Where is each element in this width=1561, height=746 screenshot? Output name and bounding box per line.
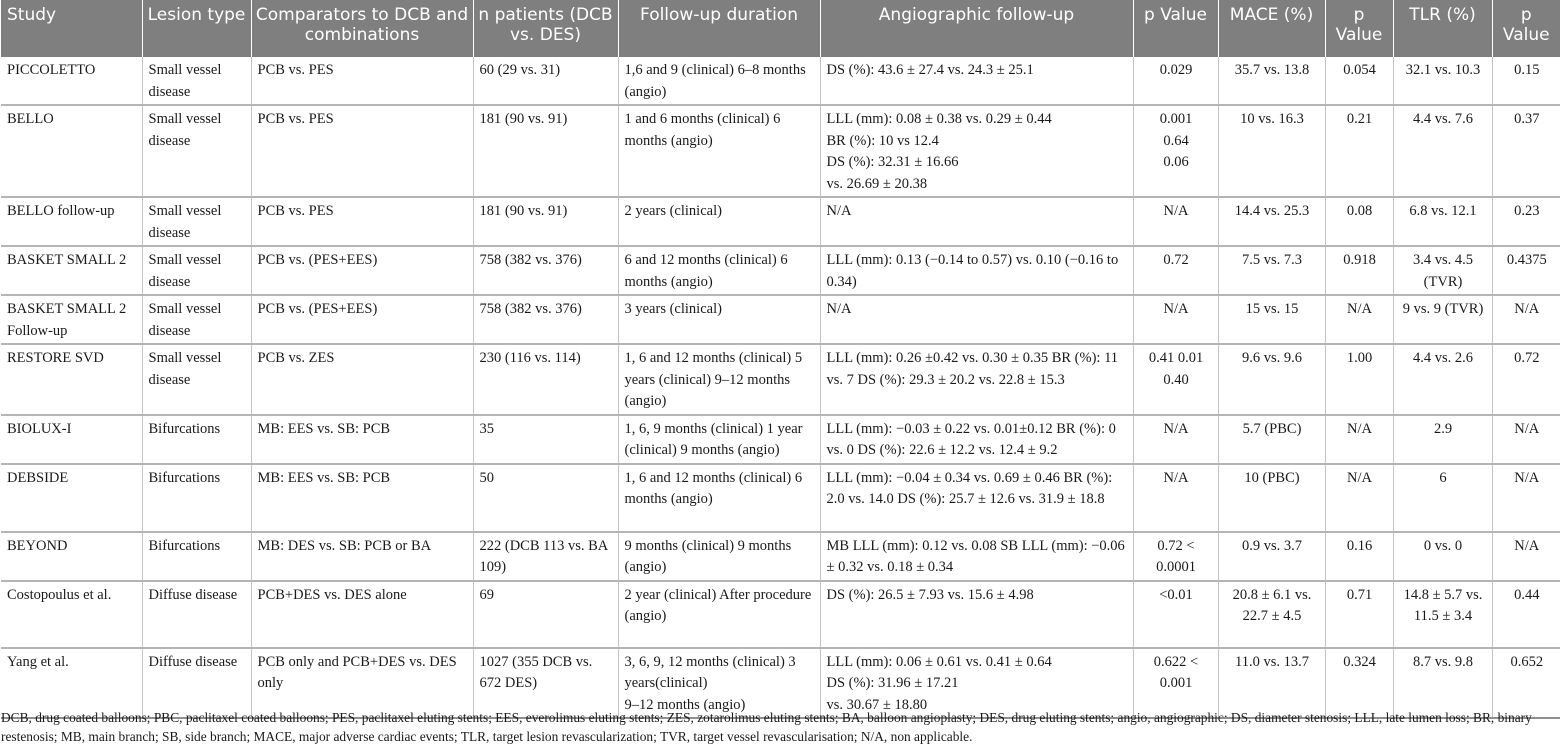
follow-up-duration: 6 and 12 months (clinical) 6 months (angio) bbox=[618, 246, 820, 295]
p-value-tlr: 0.4375 bbox=[1492, 246, 1560, 295]
p-value-mace: 0.918 bbox=[1325, 246, 1393, 295]
lesion-type: Bifurcations bbox=[142, 464, 251, 532]
angiographic-follow-up-line: vs. 26.69 ± 20.38 bbox=[826, 175, 928, 192]
p-value-mace: 0.71 bbox=[1325, 581, 1393, 648]
angiographic-follow-up bbox=[820, 532, 1133, 581]
table-row bbox=[1, 246, 1560, 295]
p-value-angio-line: N/A bbox=[1163, 301, 1189, 317]
n-patients: 230 (116 vs. 114) bbox=[473, 344, 618, 415]
comparators: PCB vs. PES bbox=[251, 105, 473, 197]
tlr-value: 6 bbox=[1393, 464, 1492, 532]
p-value-mace: 0.324 bbox=[1325, 648, 1393, 719]
header-study: Study bbox=[1, 0, 142, 57]
angiographic-follow-up bbox=[820, 57, 1133, 105]
lesion-type: Diffuse disease bbox=[142, 648, 251, 719]
lesion-type: Bifurcations bbox=[142, 532, 251, 581]
angiographic-follow-up-line: LLL (mm): 0.08 ± 0.38 vs. 0.29 ± 0.44 bbox=[826, 111, 1052, 127]
follow-up-duration: 1 and 6 months (clinical) 6 months (angio) bbox=[618, 105, 820, 197]
study-name: DEBSIDE bbox=[1, 464, 142, 532]
p-value-mace: 0.08 bbox=[1325, 197, 1393, 246]
study-name: BELLO follow-up bbox=[1, 197, 142, 246]
n-patients: 758 (382 vs. 376) bbox=[473, 246, 618, 295]
header-row bbox=[1, 0, 1560, 57]
angiographic-follow-up-line: N/A bbox=[826, 301, 852, 317]
follow-up-duration: 1, 6 and 12 months (clinical) 6 months (angio) bbox=[618, 464, 820, 532]
angiographic-follow-up-line: LLL (mm): 0.13 (−0.14 to 0.57) vs. 0.10 (−0.16 to 0.34) bbox=[826, 252, 1119, 290]
angiographic-follow-up bbox=[820, 344, 1133, 415]
p-value-angio bbox=[1133, 197, 1218, 246]
p-value-angio-line: 0.72 bbox=[1163, 252, 1189, 268]
p-value-tlr: 0.72 bbox=[1492, 344, 1560, 415]
mace-value: 10 vs. 16.3 bbox=[1218, 105, 1325, 197]
n-patients: 35 bbox=[473, 415, 618, 464]
tlr-value: 8.7 vs. 9.8 bbox=[1393, 648, 1492, 719]
n-patients: 50 bbox=[473, 464, 618, 532]
comparators: PCB only and PCB+DES vs. DES only bbox=[251, 648, 473, 719]
angiographic-follow-up-line: LLL (mm): −0.03 ± 0.22 vs. 0.01±0.12 BR (%): 0 vs. 0 DS (%): 22.6 ± 12.2 vs. 12.4 ± 9.2 bbox=[826, 420, 1116, 458]
p-value-mace: 1.00 bbox=[1325, 344, 1393, 415]
header-mace: MACE (%) bbox=[1218, 0, 1325, 57]
p-value-tlr: 0.37 bbox=[1492, 105, 1560, 197]
angiographic-follow-up bbox=[820, 464, 1133, 532]
header-p-value-mace: p Value bbox=[1325, 0, 1393, 57]
tlr-value: 6.8 vs. 12.1 bbox=[1393, 197, 1492, 246]
tlr-value: 0 vs. 0 bbox=[1393, 532, 1492, 581]
mace-value: 20.8 ± 6.1 vs. 22.7 ± 4.5 bbox=[1218, 581, 1325, 648]
table-row bbox=[1, 57, 1560, 105]
p-value-mace: N/A bbox=[1325, 415, 1393, 464]
header-p-value-tlr: p Value bbox=[1492, 0, 1560, 57]
mace-value: 14.4 vs. 25.3 bbox=[1218, 197, 1325, 246]
p-value-angio-line: <0.01 bbox=[1159, 586, 1193, 603]
p-value-mace: 0.21 bbox=[1325, 105, 1393, 197]
angiographic-follow-up bbox=[820, 197, 1133, 246]
n-patients: 181 (90 vs. 91) bbox=[473, 197, 618, 246]
p-value-angio-line: 0.001 bbox=[1159, 111, 1193, 127]
table-row bbox=[1, 415, 1560, 464]
follow-up-duration: 2 year (clinical) After procedure (angio) bbox=[618, 581, 820, 648]
lesion-type: Diffuse disease bbox=[142, 581, 251, 648]
follow-up-duration-line: 9–12 months (angio) bbox=[624, 696, 746, 713]
follow-up-duration: 1, 6 and 12 months (clinical) 5 years (clinical) 9–12 months (angio) bbox=[618, 344, 820, 415]
study-comparison-table bbox=[1, 0, 1560, 719]
angiographic-follow-up-line: DS (%): 31.96 ± 17.21 bbox=[826, 675, 959, 691]
header-tlr: TLR (%) bbox=[1393, 0, 1492, 57]
header-n-patients: n patients (DCB vs. DES) bbox=[473, 0, 618, 57]
header-lesion-type: Lesion type bbox=[142, 0, 251, 57]
p-value-angio-line: N/A bbox=[1163, 420, 1189, 437]
follow-up-duration: 3 years (clinical) bbox=[618, 295, 820, 344]
p-value-angio bbox=[1133, 246, 1218, 295]
study-name: PICCOLETTO bbox=[1, 57, 142, 105]
angiographic-follow-up-line: vs. 30.67 ± 18.80 bbox=[826, 696, 928, 713]
mace-value: 7.5 vs. 7.3 bbox=[1218, 246, 1325, 295]
study-name: Costopoulus et al. bbox=[1, 581, 142, 648]
p-value-tlr: N/A bbox=[1492, 532, 1560, 581]
p-value-angio bbox=[1133, 415, 1218, 464]
comparators: MB: EES vs. SB: PCB bbox=[251, 464, 473, 532]
header-follow-up-duration: Follow-up duration bbox=[618, 0, 820, 57]
lesion-type: Small vessel disease bbox=[142, 197, 251, 246]
comparators: MB: EES vs. SB: PCB bbox=[251, 415, 473, 464]
p-value-angio-line: N/A bbox=[1163, 469, 1189, 486]
p-value-angio-line: 0.41 0.01 0.40 bbox=[1148, 350, 1204, 388]
angiographic-follow-up-line: DS (%): 32.31 ± 16.66 bbox=[826, 154, 959, 170]
lesion-type: Small vessel disease bbox=[142, 105, 251, 197]
comparators: PCB vs. (PES+EES) bbox=[251, 246, 473, 295]
tlr-value: 2.9 bbox=[1393, 415, 1492, 464]
tlr-value: 14.8 ± 5.7 vs. 11.5 ± 3.4 bbox=[1393, 581, 1492, 648]
p-value-angio bbox=[1133, 344, 1218, 415]
p-value-tlr: N/A bbox=[1492, 415, 1560, 464]
p-value-angio-line: 0.029 bbox=[1159, 62, 1193, 78]
header-comparators: Comparators to DCB and combinations bbox=[251, 0, 473, 57]
angiographic-follow-up bbox=[820, 295, 1133, 344]
p-value-angio bbox=[1133, 532, 1218, 581]
n-patients: 1027 (355 DCB vs. 672 DES) bbox=[473, 648, 618, 719]
follow-up-duration: 1, 6, 9 months (clinical) 1 year (clinical) 9 months (angio) bbox=[618, 415, 820, 464]
comparators: PCB vs. (PES+EES) bbox=[251, 295, 473, 344]
p-value-angio-line: 0.64 bbox=[1163, 132, 1189, 149]
table-row bbox=[1, 464, 1560, 532]
angiographic-follow-up-line: LLL (mm): 0.06 ± 0.61 vs. 0.41 ± 0.64 bbox=[826, 653, 1052, 670]
table-footnote: DCB, drug coated balloons; PBC, paclitaxel coated balloons; PES, paclitaxel eluting stents; EES, everolimus eluting stents; ZES, zotarolimus eluting stents; BA, balloon angioplasty; DES, drug eluting stents; angio, angiographic; DS, diameter stenosis; LLL, late lumen loss; BR, binary restenosis; MB, main branch; SB, side branch; MACE, major adverse cardiac events; TLR, target lesion revascularization; TVR, target vessel revascularisation; N/A, non applicable. bbox=[1, 710, 1532, 744]
follow-up-duration-line: 3, 6, 9, 12 months (clinical) 3 years(clinical) bbox=[624, 653, 796, 691]
p-value-mace: N/A bbox=[1325, 295, 1393, 344]
study-name: BIOLUX-I bbox=[1, 415, 142, 464]
table-row bbox=[1, 532, 1560, 581]
p-value-mace: N/A bbox=[1325, 464, 1393, 532]
study-name: BEYOND bbox=[1, 532, 142, 581]
p-value-tlr: 0.652 bbox=[1492, 648, 1560, 719]
p-value-tlr: N/A bbox=[1492, 295, 1560, 344]
mace-value: 35.7 vs. 13.8 bbox=[1218, 57, 1325, 105]
study-name: BASKET SMALL 2 bbox=[1, 246, 142, 295]
study-name: Yang et al. bbox=[1, 648, 142, 719]
p-value-angio-line: N/A bbox=[1163, 203, 1189, 219]
angiographic-follow-up-line: DS (%): 26.5 ± 7.93 vs. 15.6 ± 4.98 bbox=[826, 586, 1034, 603]
n-patients: 60 (29 vs. 31) bbox=[473, 57, 618, 105]
p-value-angio bbox=[1133, 581, 1218, 648]
tlr-value: 4.4 vs. 2.6 bbox=[1393, 344, 1492, 415]
lesion-type: Small vessel disease bbox=[142, 295, 251, 344]
follow-up-duration: 2 years (clinical) bbox=[618, 197, 820, 246]
follow-up-duration: 1,6 and 9 (clinical) 6–8 months (angio) bbox=[618, 57, 820, 105]
p-value-tlr: N/A bbox=[1492, 464, 1560, 532]
p-value-angio bbox=[1133, 105, 1218, 197]
n-patients: 222 (DCB 113 vs. BA 109) bbox=[473, 532, 618, 581]
mace-value: 10 (PBC) bbox=[1218, 464, 1325, 532]
p-value-mace: 0.054 bbox=[1325, 57, 1393, 105]
tlr-value: 3.4 vs. 4.5 (TVR) bbox=[1393, 246, 1492, 295]
comparators: PCB vs. PES bbox=[251, 57, 473, 105]
angiographic-follow-up bbox=[820, 246, 1133, 295]
lesion-type: Bifurcations bbox=[142, 415, 251, 464]
header-angiographic-follow-up: Angiographic follow-up bbox=[820, 0, 1133, 57]
follow-up-duration: 9 months (clinical) 9 months (angio) bbox=[618, 532, 820, 581]
tlr-value: 4.4 vs. 7.6 bbox=[1393, 105, 1492, 197]
mace-value: 0.9 vs. 3.7 bbox=[1218, 532, 1325, 581]
n-patients: 758 (382 vs. 376) bbox=[473, 295, 618, 344]
angiographic-follow-up-line: DS (%): 43.6 ± 27.4 vs. 24.3 ± 25.1 bbox=[826, 62, 1034, 78]
table-row bbox=[1, 105, 1560, 197]
p-value-angio bbox=[1133, 464, 1218, 532]
n-patients: 69 bbox=[473, 581, 618, 648]
angiographic-follow-up-line: N/A bbox=[826, 203, 852, 219]
comparators: PCB+DES vs. DES alone bbox=[251, 581, 473, 648]
mace-value: 9.6 vs. 9.6 bbox=[1218, 344, 1325, 415]
p-value-angio bbox=[1133, 57, 1218, 105]
comparators: PCB vs. PES bbox=[251, 197, 473, 246]
angiographic-follow-up bbox=[820, 105, 1133, 197]
lesion-type: Small vessel disease bbox=[142, 246, 251, 295]
p-value-tlr: 0.44 bbox=[1492, 581, 1560, 648]
p-value-angio bbox=[1133, 295, 1218, 344]
n-patients: 181 (90 vs. 91) bbox=[473, 105, 618, 197]
tlr-value: 32.1 vs. 10.3 bbox=[1393, 57, 1492, 105]
tlr-value: 9 vs. 9 (TVR) bbox=[1393, 295, 1492, 344]
study-name: BASKET SMALL 2 Follow-up bbox=[1, 295, 142, 344]
angiographic-follow-up bbox=[820, 581, 1133, 648]
angiographic-follow-up bbox=[820, 415, 1133, 464]
mace-value: 5.7 (PBC) bbox=[1218, 415, 1325, 464]
angiographic-follow-up-line: LLL (mm): −0.04 ± 0.34 vs. 0.69 ± 0.46 BR (%): 2.0 vs. 14.0 DS (%): 25.7 ± 12.6 vs. 31.9 ± 18.8 bbox=[826, 469, 1113, 507]
study-name: RESTORE SVD bbox=[1, 344, 142, 415]
angiographic-follow-up-line: BR (%): 10 vs 12.4 bbox=[826, 132, 939, 149]
p-value-angio-line: 0.06 bbox=[1163, 154, 1189, 170]
table-row bbox=[1, 295, 1560, 344]
table-row bbox=[1, 344, 1560, 415]
mace-value: 11.0 vs. 13.7 bbox=[1218, 648, 1325, 719]
comparators: PCB vs. ZES bbox=[251, 344, 473, 415]
lesion-type: Small vessel disease bbox=[142, 344, 251, 415]
p-value-angio-line: 0.622 < 0.001 bbox=[1153, 653, 1199, 691]
angiographic-follow-up-line: LLL (mm): 0.26 ±0.42 vs. 0.30 ± 0.35 BR (%): 11 vs. 7 DS (%): 29.3 ± 20.2 vs. 22.8 ± 15.3 bbox=[826, 350, 1119, 388]
p-value-angio-line: 0.72 < 0.0001 bbox=[1156, 537, 1196, 575]
p-value-mace: 0.16 bbox=[1325, 532, 1393, 581]
header-p-value-angio: p Value bbox=[1133, 0, 1218, 57]
comparators: MB: DES vs. SB: PCB or BA bbox=[251, 532, 473, 581]
mace-value: 15 vs. 15 bbox=[1218, 295, 1325, 344]
angiographic-follow-up-line: MB LLL (mm): 0.12 vs. 0.08 SB LLL (mm): −0.06 ± 0.32 vs. 0.18 ± 0.34 bbox=[826, 537, 1125, 575]
lesion-type: Small vessel disease bbox=[142, 57, 251, 105]
p-value-tlr: 0.23 bbox=[1492, 197, 1560, 246]
study-name: BELLO bbox=[1, 105, 142, 197]
table-row bbox=[1, 197, 1560, 246]
p-value-tlr: 0.15 bbox=[1492, 57, 1560, 105]
table-row bbox=[1, 581, 1560, 648]
